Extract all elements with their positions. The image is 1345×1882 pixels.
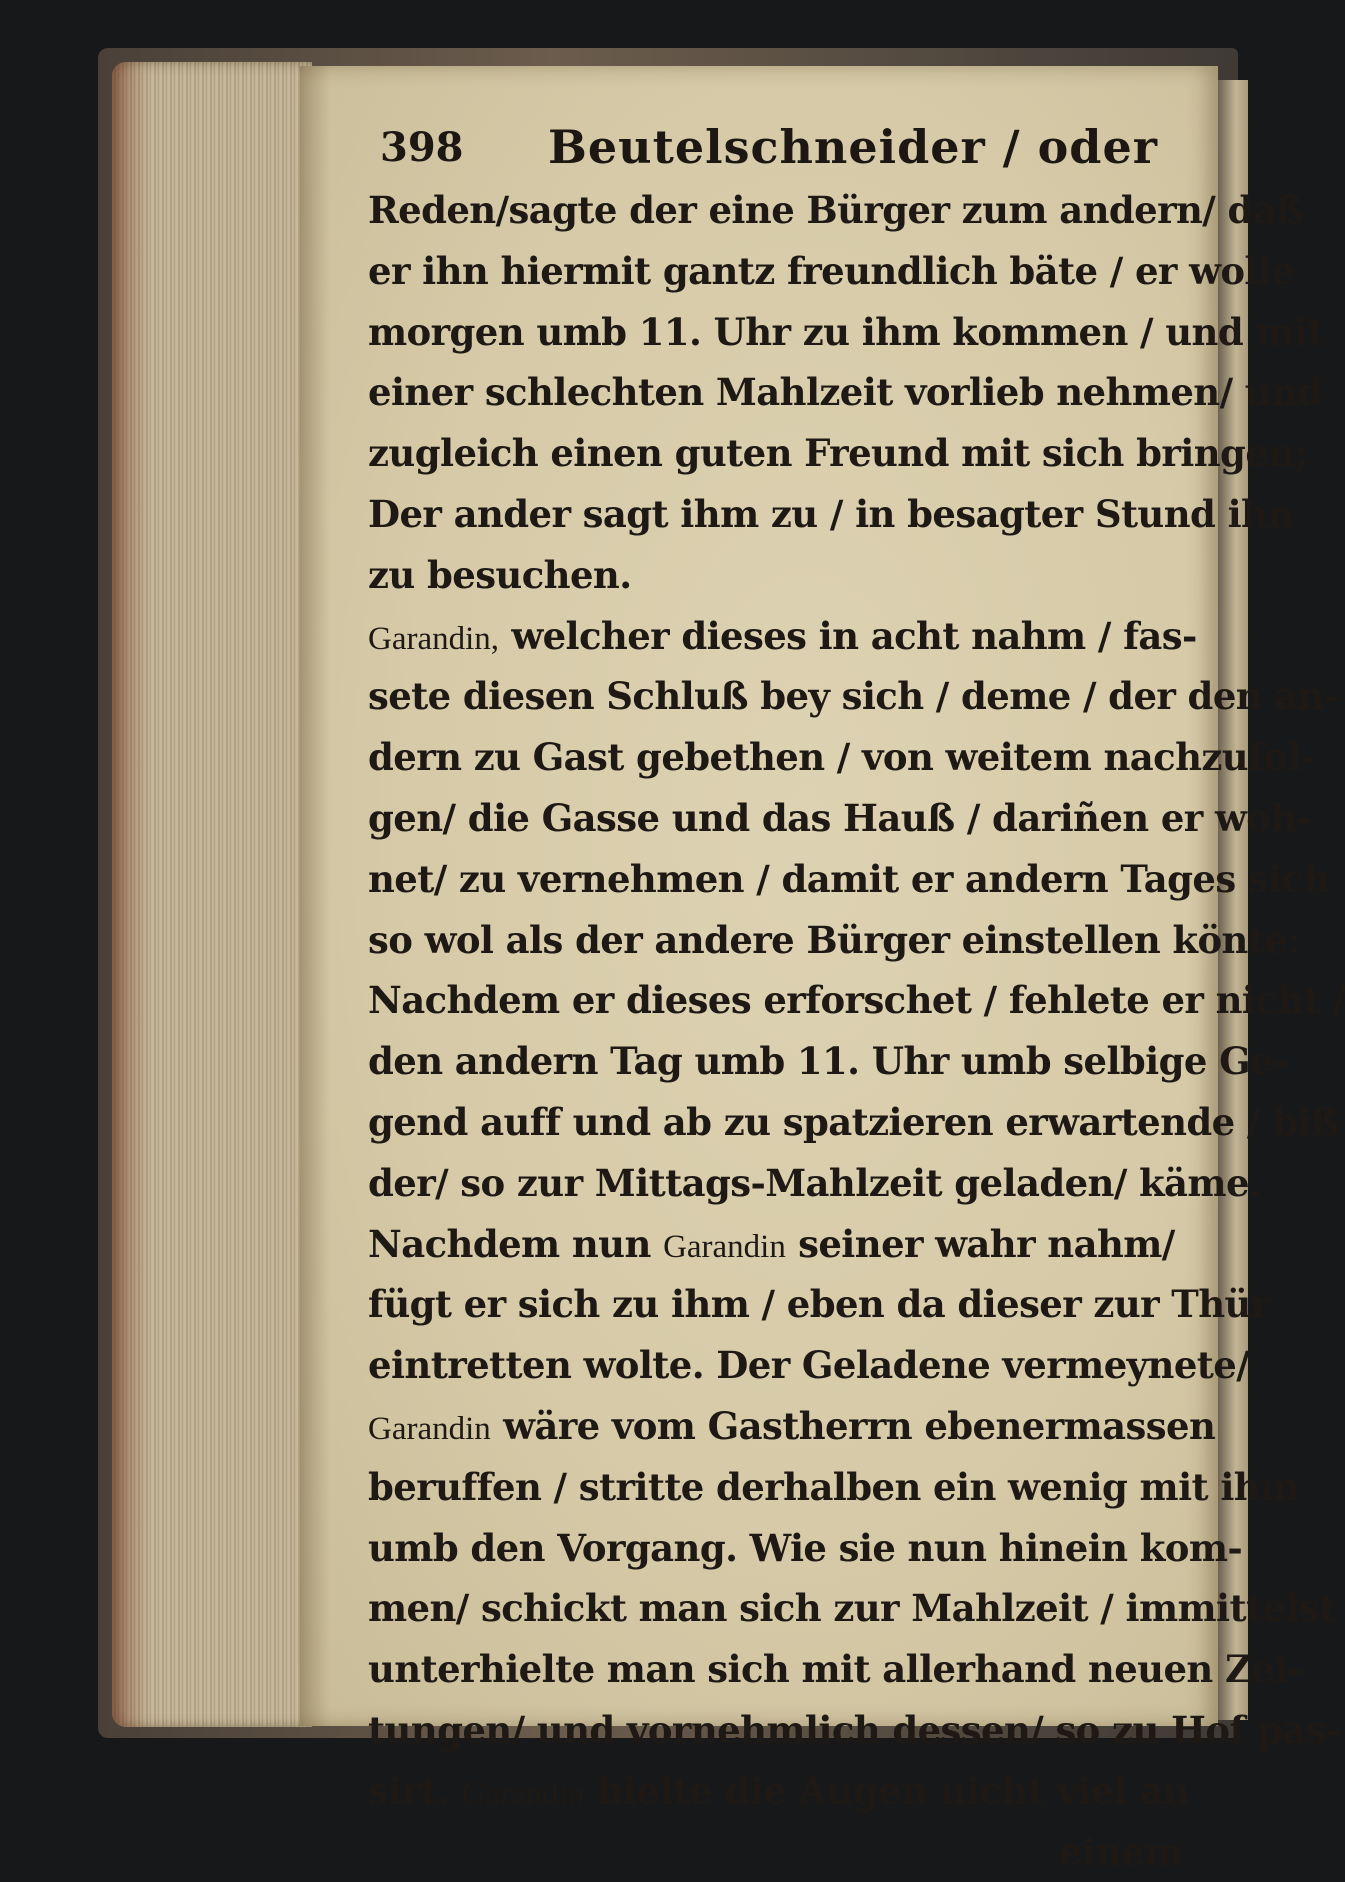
text-segment: so wol als der andere Bürger einstellen könte: [368, 917, 1301, 962]
text-line [368, 1639, 1303, 1700]
text-line [368, 1822, 1183, 1882]
text-segment: net/ zu vernehmen / damit er andern Tages sich [368, 856, 1330, 901]
text-line [368, 1335, 1250, 1396]
text-line [368, 1578, 1336, 1639]
text-segment: umb den Vorgang. Wie sie nun hinein kom- [368, 1525, 1243, 1570]
running-head: Beutelschneider / oder [548, 120, 1158, 174]
text-segment: zu besuchen. [368, 552, 632, 597]
name-antiqua: Garandin [368, 1410, 491, 1447]
text-line [368, 849, 1330, 910]
text-line [368, 1153, 1262, 1214]
text-segment: er ihn hiermit gantz freundlich bäte / er wolle [368, 248, 1295, 293]
text-segment: einem [1058, 1829, 1183, 1874]
body-text [368, 180, 1345, 1882]
text-line [368, 1092, 1339, 1153]
text-line [368, 1761, 1190, 1822]
text-line [368, 484, 1294, 545]
text-segment: sirt. [368, 1768, 462, 1813]
text-line [368, 302, 1324, 363]
text-line [368, 1700, 1341, 1761]
page-edges [112, 62, 312, 1727]
text-segment: zugleich einen guten Freund mit sich bringen; [368, 431, 1308, 476]
text-segment: hielte die Augen nicht viel an [584, 1768, 1190, 1813]
text-segment: Nachdem er dieses erforschet / fehlete er nicht / [368, 978, 1345, 1023]
text-segment: gend auff und ab zu spatzieren erwartende / biß [368, 1099, 1339, 1144]
text-line [368, 545, 1183, 606]
text-segment: einer schlechten Mahlzeit vorlieb nehmen/ und [368, 370, 1323, 415]
text-segment: fügt er sich zu ihm / eben da dieser zur Thür [368, 1282, 1270, 1327]
text-line [368, 727, 1316, 788]
text-segment: beruffen / stritte derhalben ein wenig mit ihm [368, 1464, 1299, 1509]
text-segment: morgen umb 11. Uhr zu ihm kommen / und mit [368, 309, 1324, 354]
page-number: 398 [380, 124, 464, 171]
text-segment: seiner wahr nahm/ [785, 1221, 1175, 1266]
text-line [368, 180, 1304, 241]
text-line [368, 1518, 1243, 1579]
text-segment: tungen/ und vornehmlich dessen/ so zu Hof pas- [368, 1707, 1341, 1752]
text-line [368, 970, 1345, 1031]
text-line [368, 423, 1308, 484]
text-segment: unterhielte man sich mit allerhand neuen Zei- [368, 1647, 1303, 1692]
text-line [368, 910, 1301, 971]
text-segment: men/ schickt man sich zur Mahlzeit / immittelst [368, 1586, 1336, 1631]
text-segment: der/ so zur Mittags-Mahlzeit geladen/ käme. [368, 1160, 1262, 1205]
text-line [368, 1274, 1270, 1335]
text-segment: den andern Tag umb 11. Uhr umb selbige Ge- [368, 1039, 1288, 1084]
page-header [380, 112, 1180, 182]
text-line [368, 666, 1339, 727]
text-line [368, 1396, 1216, 1457]
text-line [368, 1457, 1299, 1518]
text-segment: gen/ die Gasse und das Hauß / dariñen er woh- [368, 795, 1312, 840]
text-segment: Nachdem nun [368, 1221, 664, 1266]
text-line [368, 788, 1312, 849]
name-antiqua: Garandin [663, 1228, 786, 1265]
text-segment: Reden/sagte der eine Bürger zum andern/ daß [368, 188, 1304, 232]
text-line [368, 1214, 1183, 1275]
text-segment: dern zu Gast gebethen / von weitem nachzufol- [368, 735, 1316, 780]
text-segment: welcher dieses in acht nahm / fas- [499, 613, 1197, 658]
text-segment: Der ander sagt ihm zu / in besagter Stund ihn [368, 491, 1294, 536]
text-line [368, 606, 1197, 667]
text-segment: sete diesen Schluß bey sich / deme / der den an- [368, 674, 1339, 719]
text-segment: eintretten wolte. Der Geladene vermeynete/ [368, 1343, 1250, 1388]
name-antiqua: Garandin [461, 1775, 585, 1812]
text-line [368, 241, 1295, 302]
text-line [368, 1031, 1288, 1092]
name-antiqua: Garandin, [368, 620, 500, 657]
text-line [368, 362, 1323, 423]
text-segment: wäre vom Gastherrn ebenermassen [490, 1403, 1216, 1448]
